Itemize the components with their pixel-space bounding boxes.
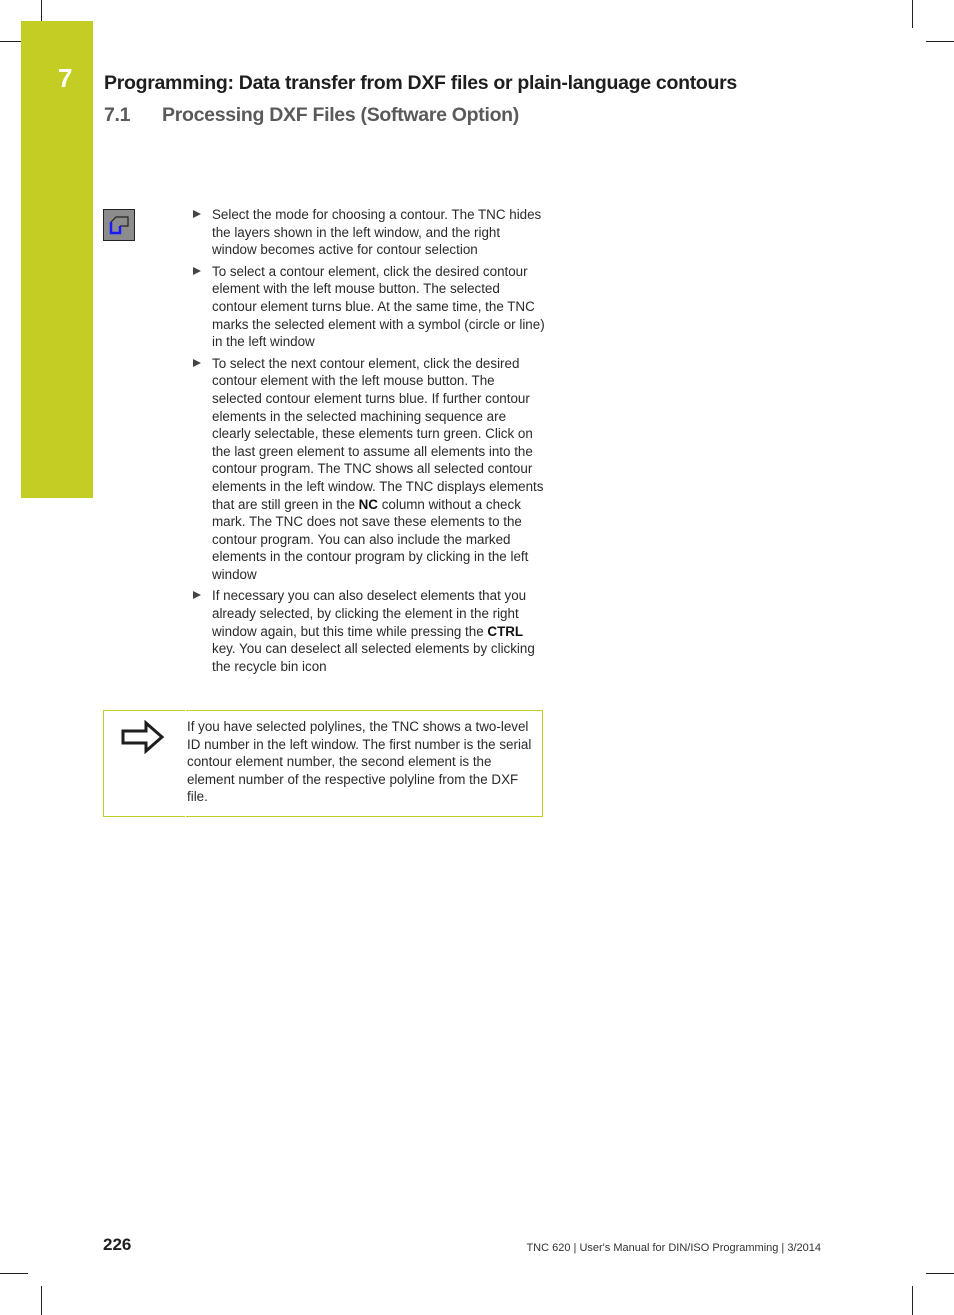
step-text: key. You can deselect all selected elements by clicking the recycle bin icon — [212, 641, 535, 674]
page-number: 226 — [103, 1235, 132, 1254]
arrow-right-icon — [120, 720, 166, 754]
step-keyword: NC — [358, 496, 378, 512]
note-divider — [185, 710, 186, 817]
section-number: 7.1 — [104, 104, 131, 126]
crop-mark — [0, 41, 21, 42]
footer-text: TNC 620 | User's Manual for DIN/ISO Programming | 3/2014 — [526, 1242, 821, 1254]
crop-mark — [41, 1286, 42, 1315]
step-keyword: CTRL — [487, 623, 524, 639]
crop-mark — [912, 0, 913, 28]
bullet-arrow-icon — [193, 267, 201, 275]
step-text: To select a contour element, click the desired contour element with the left mouse button. The selected contour element turns blue. At the same time, the TNC marks the selected element with a symbol (circle or line) in the left window — [212, 263, 545, 350]
bullet-arrow-icon — [193, 210, 201, 218]
crop-mark — [912, 1286, 913, 1315]
step-text: column without a check mark. The TNC does not save these elements to the contour program. You can also include the marked elements in the contour program by clicking in the left window — [212, 496, 529, 582]
section-title-text: Processing DXF Files (Software Option) — [162, 104, 519, 126]
section-title — [104, 104, 519, 127]
crop-mark — [41, 0, 42, 21]
crop-mark — [0, 1273, 28, 1274]
list-item — [191, 206, 547, 259]
list-item — [191, 587, 547, 675]
note-text: If you have selected polylines, the TNC shows a two-level ID number in the left window. The first number is the serial contour element number, the second element is the element number of the respective polyline from the DXF file. — [187, 719, 532, 805]
list-item — [191, 355, 547, 584]
step-text: To select the next contour element, click the desired contour element with the left mouse button. The selected contour element turns blue. If further contour elements in the selected machining sequence are clearly selectable, these elements turn green. Click on the last green element to assume all elements into the contour program. The TNC shows all selected contour elements in the left window. The TNC displays elements that are still green in the — [212, 355, 544, 512]
list-item — [191, 263, 547, 351]
chapter-tab — [21, 21, 93, 498]
chapter-title: Programming: Data transfer from DXF files or plain-language contours — [104, 72, 737, 94]
crop-mark — [926, 1273, 954, 1274]
step-text: If necessary you can also deselect elements that you already selected, by clicking the element in the right window again, but this time while pressing the — [212, 588, 527, 639]
crop-mark — [926, 41, 954, 42]
note-box — [103, 710, 543, 817]
bullet-arrow-icon — [193, 359, 201, 367]
contour-select-icon — [103, 209, 135, 241]
chapter-number: 7 — [58, 63, 73, 93]
instruction-list — [191, 206, 547, 679]
step-text: Select the mode for choosing a contour. The TNC hides the layers shown in the left window, and the right window becomes active for contour selection — [212, 207, 542, 258]
bullet-arrow-icon — [193, 591, 201, 599]
